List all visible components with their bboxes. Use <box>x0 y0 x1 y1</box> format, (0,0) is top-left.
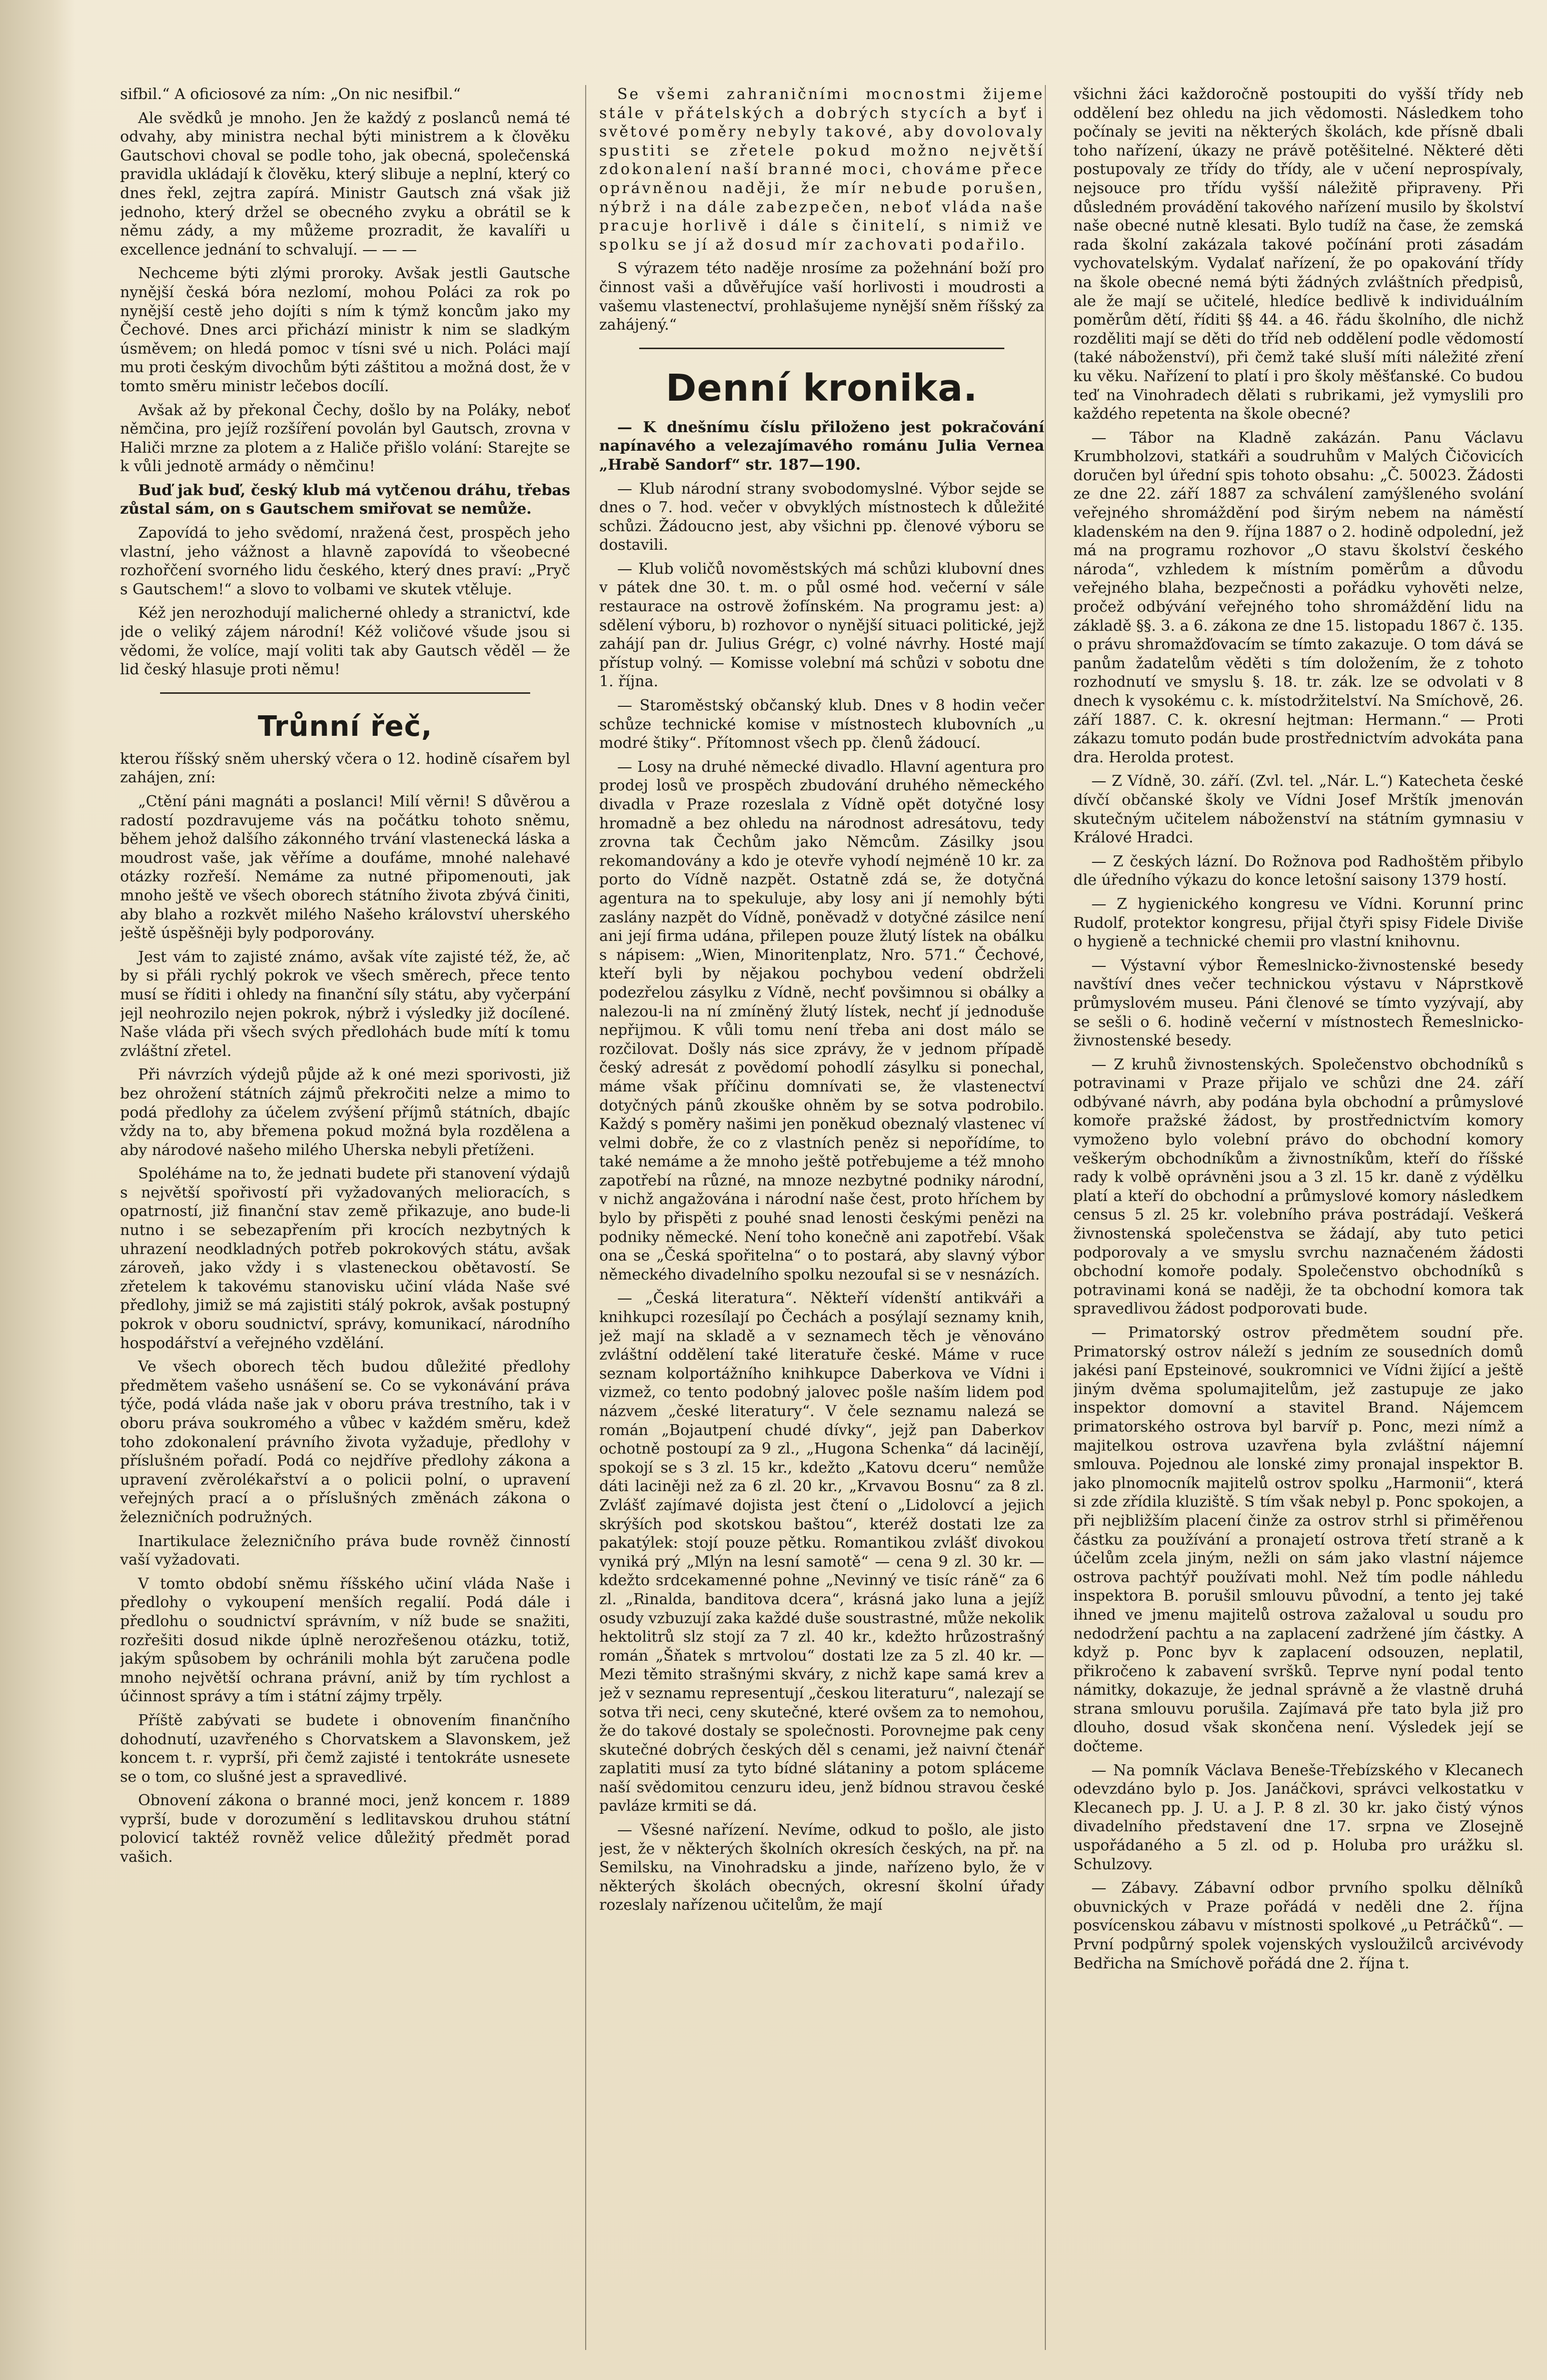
article-paragraph: Ve všech oborech těch budou důležité předlohy předmětem vašeho usnášení se. Co se vykonávání práva týče, podá vláda naše jak v oboru práva trestního, tak i v oboru práva soukromého a vůbec v každém směru, kdež toho zdokonalení právního života vyžaduje, předlohy v příslušném pořadí. Podá co nejdříve předlohy zákona a upravení zvěrolékařství a o policii polní, o upravení veřejných prací a o příslušných změnách zákona o železničních podružných. <box>120 1358 570 1526</box>
news-item: — Primatorský ostrov předmětem soudní pře. Primatorský ostrov náleží s jedním ze sousedních domů jakési paní Epsteinové, soukromnici ve Vídni žijící a ještě jiným dvěma spolumajitelům, jež zastupuje ze jako inspektor domovní a stavitel Brand. Nájemcem primatorského ostrova byl barvíř p. Ponc, mezi nímž a majitelkou ostrova uzavřena byla zvláštní nájemní smlouva. Pojednou ale lonské zimy pronajal inspektor B. jako plnomocník majitelů ostrov spolku „Harmonii“, která si zde zřídila kluziště. S tím však nebyl p. Ponc spokojen, a při nejbližším placení činže za ostrov strhl si přiměřenou částku za používání a pronajetí ostrova třetí straně a k účelům zcela jiným, nežli on sám jako vlastní nájemce ostrova pachtýř používati mohl. Než tím podle náhledu inspektora B. porušil smlouvu původní, a tento jej také ihned ve jmenu majitelů ostrova zažaloval u soudu pro nedodržení pachtu a na zaplacení zadržené jím částky. A když p. Ponc byv k zaplacení odsouzen, neplatil, přikročeno k zabavení svršků. Teprve nyní podal tento námitky, dokazuje, že jednal správně a že vlastně druhá strana smlouvu porušila. Zajímavá pře tato byla již pro dlouho, dosud však skončena není. Výsledek její se dočteme. <box>1073 1324 1523 1756</box>
article-paragraph: Spoléháme na to, že jednati budete při stanovení výdajů s největší spořivostí při vyžadovaných melioracích, s opatrností, již finanční stav země přikazuje, ano bude-li nutno i se sebezapřením při krocích nezbytných k uhrazení neodkladných potřeb pokrokových státu, avšak zároveň, jako vždy i s vlasteneckou obětavostí. Se zřetelem k takovému stanovisku učiní vláda Naše své předlohy, jimiž se má zajistiti stálý pokrok, avšak postupný pokrok v oboru soudnictví, správy, komunikací, národního hospodářství a veřejného vzdělání. <box>120 1165 570 1352</box>
article-paragraph: Jest vám to zajisté známo, avšak víte zajisté též, že, ač by si přáli rychlý pokrok ve všech směrech, přece tento musí se říditi i ohledy na finanční síly státu, aby vyčerpání jejl neohrozilo nejen pokrok, nýbrž i výsledky již docílené. Naše vláda při všech svých předlohách bude mítí k tomu zvláštní zřetel. <box>120 948 570 1060</box>
binding-edge <box>0 0 75 2380</box>
news-item: — Výstavní výbor Řemeslnicko-živnostenské besedy navštíví dnes večer technickou výstavu v Náprstkově průmyslovém museu. Páni členové se tímto vyzývají, aby se sešli o 6. hodině večerní v místnostech Řemeslnicko-živnostenské besedy. <box>1073 956 1523 1050</box>
news-item: — Klub národní strany svobodomyslné. Výbor sejde se dnes o 7. hod. večer v obvyklých místnostech k důležité schůzi. Žádoucno jest, aby všichni pp. členové výboru se dostavili. <box>599 480 1044 554</box>
article-paragraph: Nechceme býti zlými proroky. Avšak jestli Gautsche nynější česká bóra nezlomí, mohou Poláci za rok po nynější cestě jeho dojíti s ním k týmž koncům jako my Čechové. Dnes arci přichází ministr k nim se sladkým úsměvem; on hledá pomoc v tísni své u nich. Poláci mají mu proti českým divochům býti záštitou a možná dost, že v tomto směru ministr lečebos docílí. <box>120 265 570 395</box>
column-1 <box>120 85 570 2350</box>
news-item: — Staroměstský občanský klub. Dnes v 8 hodin večer schůze technické komise v místnostech klubovních „u modré štiky“. Přítomnost všech pp. členů žádoucí. <box>599 697 1044 752</box>
article-paragraph: Buď jak buď, český klub má vytčenou dráhu, třebas zůstal sám, on s Gautschem smiřovat se nemůže. <box>120 481 570 518</box>
column-rule-1 <box>585 85 586 2350</box>
news-item: — Všesné nařízení. Nevíme, odkud to pošlo, ale jisto jest, že v některých školních okresích českých, na př. na Semilsku, na Vinohradsku a jinde, nařízeno bylo, že v některých školách obecných, okresní školní úřady rozeslaly nařízenou učitelům, že mají <box>599 1821 1044 1914</box>
headline-denni-kronika: Denní kronika. <box>666 366 978 410</box>
news-item: — Zábavy. Zábavní odbor prvního spolku dělníků obuvnických v Praze pořádá v neděli dne 2. října posvícenskou zábavu v místnosti spolkové „u Petráčků“. — První podpůrný spolek vojenských vysloužilců arcivévody Bedřicha na Smíchově pořádá dne 2. října t. <box>1073 1879 1523 1972</box>
article-paragraph: Kéž jen nerozhodují malicherné ohledy a stranictví, kde jde o veliký zájem národní! Kéž voličové všude jsou si vědomi, že volíce, mají voliti tak aby Gautsch věděl — že lid český hlasuje proti němu! <box>120 604 570 679</box>
news-item: — Tábor na Kladně zakázán. Panu Václavu Krumbholzovi, statkáři a soudruhům v Malých Čičovicích doručen byl úřední spis tohoto obsahu: „Č. 50023. Žádosti ze dne 22. září 1887 za schválení zamýšleného svolání veřejného shromáždění pod širým nebem na náměstí kladenském na den 9. října 1887 o 2. hodině odpolední, jež má na programu rozhovor „O stavu školství českého národa“, vzhledem k místním poměrům a důvodu veřejného blaha, bezpečnosti a pořádku vyhověti nelze, pročež odbývání veřejného toho shromáždění lidu na základě §§. 3. a 6. zákona ze dne 15. listopadu 1867 č. 135. o právu shromažďovacím se tímto zakazuje. O tom dává se panům žadatelům věděti s tím doložením, že z tohoto rozhodnutí ve smyslu §. 18. tr. zák. lze se odvolati v 8 dnech k vysokému c. k. místodržitelství. Na Smíchově, 26. září 1887. C. k. okresní hejtman: Hermann.“ — Proti zákazu tomuto podán bude prostřednictvím advokáta pana dra. Herolda protest. <box>1073 429 1523 766</box>
column-rule-2 <box>1045 85 1046 2350</box>
article-paragraph: Ale svědků je mnoho. Jen že každý z poslanců nemá té odvahy, aby ministra nechal býti ministrem a k člověku Gautschovi choval se podle toho, jak obecná, společenská pravidla ukládají k člověku, který slibuje a neplní, který co dnes řekl, zejtra zapírá. Ministr Gautsch zná však již jednoho, který držel se obecného zvyku a obrátil se k němu zády, a my můžeme prozradit, že kavalíři u excellence jednání to schvalují. — — — <box>120 109 570 259</box>
news-item: — Klub voličů novoměstských má schůzi klubovní dnes v pátek dne 30. t. m. o půl osmé hod. večerní v sále restaurace na ostrově žofínském. Na programu jest: a) sdělení výboru, b) rozhovor o nynější situaci politické, jejž zahájí pan dr. Julius Grégr, c) volné návrhy. Hosté mají přístup volný. — Komisse volební má schůzi v sobotu dne 1. října. <box>599 560 1044 691</box>
news-item: — Z českých lázní. Do Rožnova pod Radhoštěm přibylo dle úředního výkazu do konce letošní saisony 1379 hostí. <box>1073 852 1523 889</box>
news-item: — K dnešnímu číslu přiloženo jest pokračování napínavého a velezajímavého románu Julia Vernea „Hrabě Sandorf“ str. 187—190. <box>599 418 1044 474</box>
news-item: — Na pomník Václava Beneše-Třebízského v Klecanech odevzdáno bylo p. Jos. Janáčkovi, správci velkostatku v Klecanech pp. J. U. a J. P. 8 zl. 30 kr. jako čistý výnos divadelního představení dne 17. srpna ve Zlosejně uspořádaného a 5 zl. od p. Holuba pro urážku sl. Schulzovy. <box>1073 1761 1523 1873</box>
article-paragraph: sifbil.“ A oficiosové za ním: „On nic nesifbil.“ <box>120 86 461 103</box>
article-paragraph: S výrazem této naděje nrosíme za požehnání boží pro činnost vaši a důvěřujíce vaší horlivosti i moudrosti a vašemu vlastenectví, prohlašujeme nynější sněm říšský za zahájený.“ <box>599 260 1044 334</box>
news-item: — Z hygienického kongresu ve Vídni. Korunní princ Rudolf, protektor kongresu, přijal čtyři spisy Fidele Diviše o hygieně a technické chemii pro vlastní knihovnu. <box>1073 895 1523 951</box>
article-paragraph: Příště zabývati se budete i obnovením finančního dohodnutí, uzavřeného s Chorvatskem a Slavonskem, jež koncem t. r. vyprší, při čemž zajisté i tentokráte usnesete se o tom, co slušné jest a spravedlivé. <box>120 1711 570 1786</box>
article-paragraph: Se všemi zahraničními mocnostmi žijeme stále v přátelských a dobrých stycích a byť i světové poměry nebyly takové, aby dovolovaly spustiti se zřetele pokud možno největší zdokonalení naší branné moci, chováme přece oprávněnou naději, že mír nebude porušen, nýbrž i na dále zabezpečen, neboť vláda naše pracuje horlivě i dále s činitelí, s nimiž ve spolku se jí až dosud mír zachovati podařilo. <box>599 86 1044 254</box>
article-paragraph: Obnovení zákona o branné moci, jenž koncem r. 1889 vyprší, bude v dorozumění s ledlitavskou druhou státní polovicí taktéž rovněž velice důležitý předmět porad vašich. <box>120 1792 570 1866</box>
news-item: — Z Vídně, 30. září. (Zvl. tel. „Nár. L.“) Katecheta české dívčí občanské školy ve Vídni Josef Mrštík jmenován skutečným učitelem náboženství na státním gymnasiu v Králové Hradci. <box>1073 772 1523 847</box>
column-2 <box>599 85 1044 2350</box>
news-item: všichni žáci každoročně postoupiti do vyšší třídy neb oddělení bez ohledu na jich vědomosti. Následkem toho počínaly se jeviti na některých školách, kde přísně dbali toho nařízení, úkazy ne právě potěšitelné. Některé děti postupovaly ze třídy do třídy, ale v učení neprospívaly, nejsouce pro třídu vyšší náležitě připraveny. Při důsledném provádění takového nařízení musilo by školství naše obecné nutně klesati. Bylo tudíž na čase, že zemská rada školní zakázala takové počínání proti zásadám vychovatelským. Vydalať nařízení, že po opakování třídy na škole obecné nemá býti žádných zvláštních předpisů, ale že mají se učitelé, hledíce bedlivě k individuálním poměrům dětí, říditi §§ 44. a 46. řádu školního, dle nichž rozděliti mají se děti do tříd neb oddělení podle vědomostí (také náboženství), při čemž také sluší míti náležité zření ku věku. Nařízení to platí i pro školy měšťanské. Co budou teď na Vinohradech dělati s rubrikami, jež vymyslili pro každého repetenta na škole obecné? <box>1073 86 1523 423</box>
article-paragraph: kterou říšský sněm uherský včera o 12. hodině císařem byl zahájen, zní: <box>120 750 570 787</box>
article-paragraph: Při návrzích výdejů půjde až k oné mezi sporivosti, již bez ohrožení státních zájmů překročiti nelze a mimo to podá předlohy za účelem zvýšení příjmů státních, dbajíc vždy na to, aby břemena pokud možná byla rozdělena a aby národové našeho milého Uherska nebyli přetíženi. <box>120 1066 570 1159</box>
article-paragraph: Inartikulace železničního práva bude rovněž činností vaší vyžadovati. <box>120 1532 570 1569</box>
news-item: — „Česká literatura“. Někteří vídenští antikváři a knihkupci rozesílají po Čechách a posýlají seznamy knih, jež mají na skladě a v seznamech těch je věnováno zvláštní oddělení také literatuře české. Máme v ruce seznam kolportážního knihkupce Daberkova ve Vídni i vizmež, co tento podobný jalovec pošle naším lidem pod názvem „české literatury“. V čele seznamu nalezá se román „Bojautpení chudé dívky“, jejž pan Daberkov ochotně postoupí za 9 zl., „Hugona Schenka“ dá lacinějí, spokojí se s 3 zl. 15 kr., kdežto „Katovu dceru“ nemůže dáti laciněji než za 6 zl. 20 kr., „Krvavou Bosnu“ za 8 zl. Zvlášť zajímavé dojista jest čtení o „Lidolovcí a jejich skrýších pod skotskou baštou“, kteréž dostati lze za pakatýlek: stojí pouze pětku. Romantikou zvlášť divokou vyniká prý „Mlýn na lesní samotě“ — cena 9 zl. 30 kr. — kdežto srdcekamenné pohne „Nevinný ve tisíc ráně“ za 6 zl. „Rinalda, banditova dcera“, krásná jako luna a jejíž osudy vzbuzují zaka každé duše soustrastné, může nekolik hektolitrů slz stojí za 7 zl. 40 kr., kdežto hrůzostrašný román „Šňatek s mrtvolou“ dostati lze za 5 zl. 40 kr. — Mezi těmito strašnými skváry, z nichž kape samá krev a jež v seznamu representují „českou literaturu“, nalezají se sotva tři neci, ceny skutečné, které ovšem za to nemohou, že do takové dostaly se společnosti. Porovnejme pak ceny skutečné dobrých českých děl s cenami, jež naivní čtenář zaplatiti musí za tyto bídné slátaniny a potom spláceme naší svědomitou cenzuru ideu, jenž bídnou stravou české pavláze krmiti se dá. <box>599 1290 1044 1815</box>
news-item: — Z kruhů živnostenských. Společenstvo obchodníků s potravinami v Praze přijalo ve schůzi dne 24. září odbývané návrh, aby podána byla obchodní a průmyslové komoře pražské žádost, by prostřednictvím komory vymoženo bylo volební právo do obchodní komory veškerým obchodníkům a živnostníkům, kteří do říšské rady k volbě oprávněni jsou a 3 zl. 15 kr. daně z výdělku platí a kteří do obchodní a průmyslové komory následkem census 5 zl. 25 kr. volebního práva postrádají. Veškerá živnostenská společenstva se žádají, aby tuto petici podporovaly a ve smyslu svrchu naznačeném žádosti obchodní komoře podaly. Společenstvo obchodníků s potravinami koná se naději, že ta obchodní komora tak spravedlivou žádost podporovati bude. <box>1073 1055 1523 1318</box>
section-divider <box>160 692 530 694</box>
column-3 <box>1073 85 1523 2350</box>
news-item: — Losy na druhé německé divadlo. Hlavní agentura pro prodej losů ve prospěch zbudování druhého německého divadla v Praze rozeslala z Vídně opět dotyčné losy hromadně a bez ohledu na národnost adresátovu, tedy zrovna tak Čechům jako Němcům. Zásilky jsou rekomandovány a kdo je otevře vyhodí nejméně 10 kr. za porto do Vídně nazpět. Ostatně zdá se, že dotyčná agentura na to spekuluje, aby losy ani jí nemohly býti zaslány nazpět do Vídně, poněvadž v dotyčné zásilce není ani její firma udána, přilepen pouze žlutý lístek na obálku s nápisem: „Wien, Minoritenplatz, Nro. 571.“ Čechové, kteří byli by nějakou pochybou vedení obdrželi podezřelou zásylku z Vídně, nechť povšimnou si obálky a nalezou-li na ní zmíněný žlutý lístek, nechť jí jednoduše nepřijmou. K vůli tomu není třeba ani dost málo se rozčilovat. Došly nás sice zprávy, že v jednom případě český adresát z povědomí pohodlí zásylku si ponechal, máme však příčinu domnívati se, že vlastenectví dotyčných pánů zkouške ohněm by se sotva podrobilo. Každý s poměry našimi jen poněkud obeznalý vlastenec ví velmi dobře, že co z vlastních peněz si nepořídíme, to také nemáme a že mnoho ještě potřebujeme a též mnoho zapotřebí na různé, na mnoze nezbytné podniky národní, v nichž angažována i národní naše čest, proto hříchem by bylo by přispěti z pouhé snad lenosti českými penězi na podniky německé. Není toho konečně ani zapotřebí. Však ona se „Česká spořitelna“ o to postará, aby slavný výbor německého divadelního spolku nezoufal si se v nesnázích. <box>599 758 1044 1284</box>
headline-trunni-rec: Trůnní řeč, <box>258 710 433 743</box>
section-divider <box>639 348 1004 349</box>
article-paragraph: Zapovídá to jeho svědomí, nražená čest, prospěch jeho vlastní, jeho vážnost a hlavně zapovídá to všeobecné rozhořčení svorného lidu českého, který dnes praví: „Pryč s Gautschem!“ a slovo to volbami ve skutek vtěluje. <box>120 524 570 598</box>
article-paragraph: Avšak až by překonal Čechy, došlo by na Poláky, neboť němčina, pro jejíž rozšíření povolán byl Gautsch, zrovna v Haliči mrzne za plotem a z Haliče přišlo volání: Starejte se k vůli jednotě armády o němčinu! <box>120 401 570 476</box>
article-paragraph: V tomto období sněmu říšského učiní vláda Naše i předlohy o vykoupení menších regalií. Podá dále i předlohu o soudnictví správním, v níž bude se snažiti, rozřešiti dosud nikde úplně nerozřešenou otázku, totiž, jakým spůsobem by ochránili mohla být zaručena podle mnoho největší ochrana právní, aniž by tím rychlost a účinnost správy a tím i státní zájmy trpěly. <box>120 1575 570 1706</box>
article-paragraph: „Ctění páni magnáti a poslanci! Milí věrni! S důvěrou a radostí pozdravujeme vás na počátku tohoto sněmu, během jehož dalšího zákonného trvání vlastenecká láska a moudrost vaše, jak věříme a doufáme, mnohé nalehavé otázky rozřeší. Nemáme za nutné připomenouti, jak mnoho ještě ve všech oborech státního života zbývá činiti, aby blaho a rozkvět milého Našeho království uherského ještě úspěšněji byly podporovány. <box>120 793 570 942</box>
